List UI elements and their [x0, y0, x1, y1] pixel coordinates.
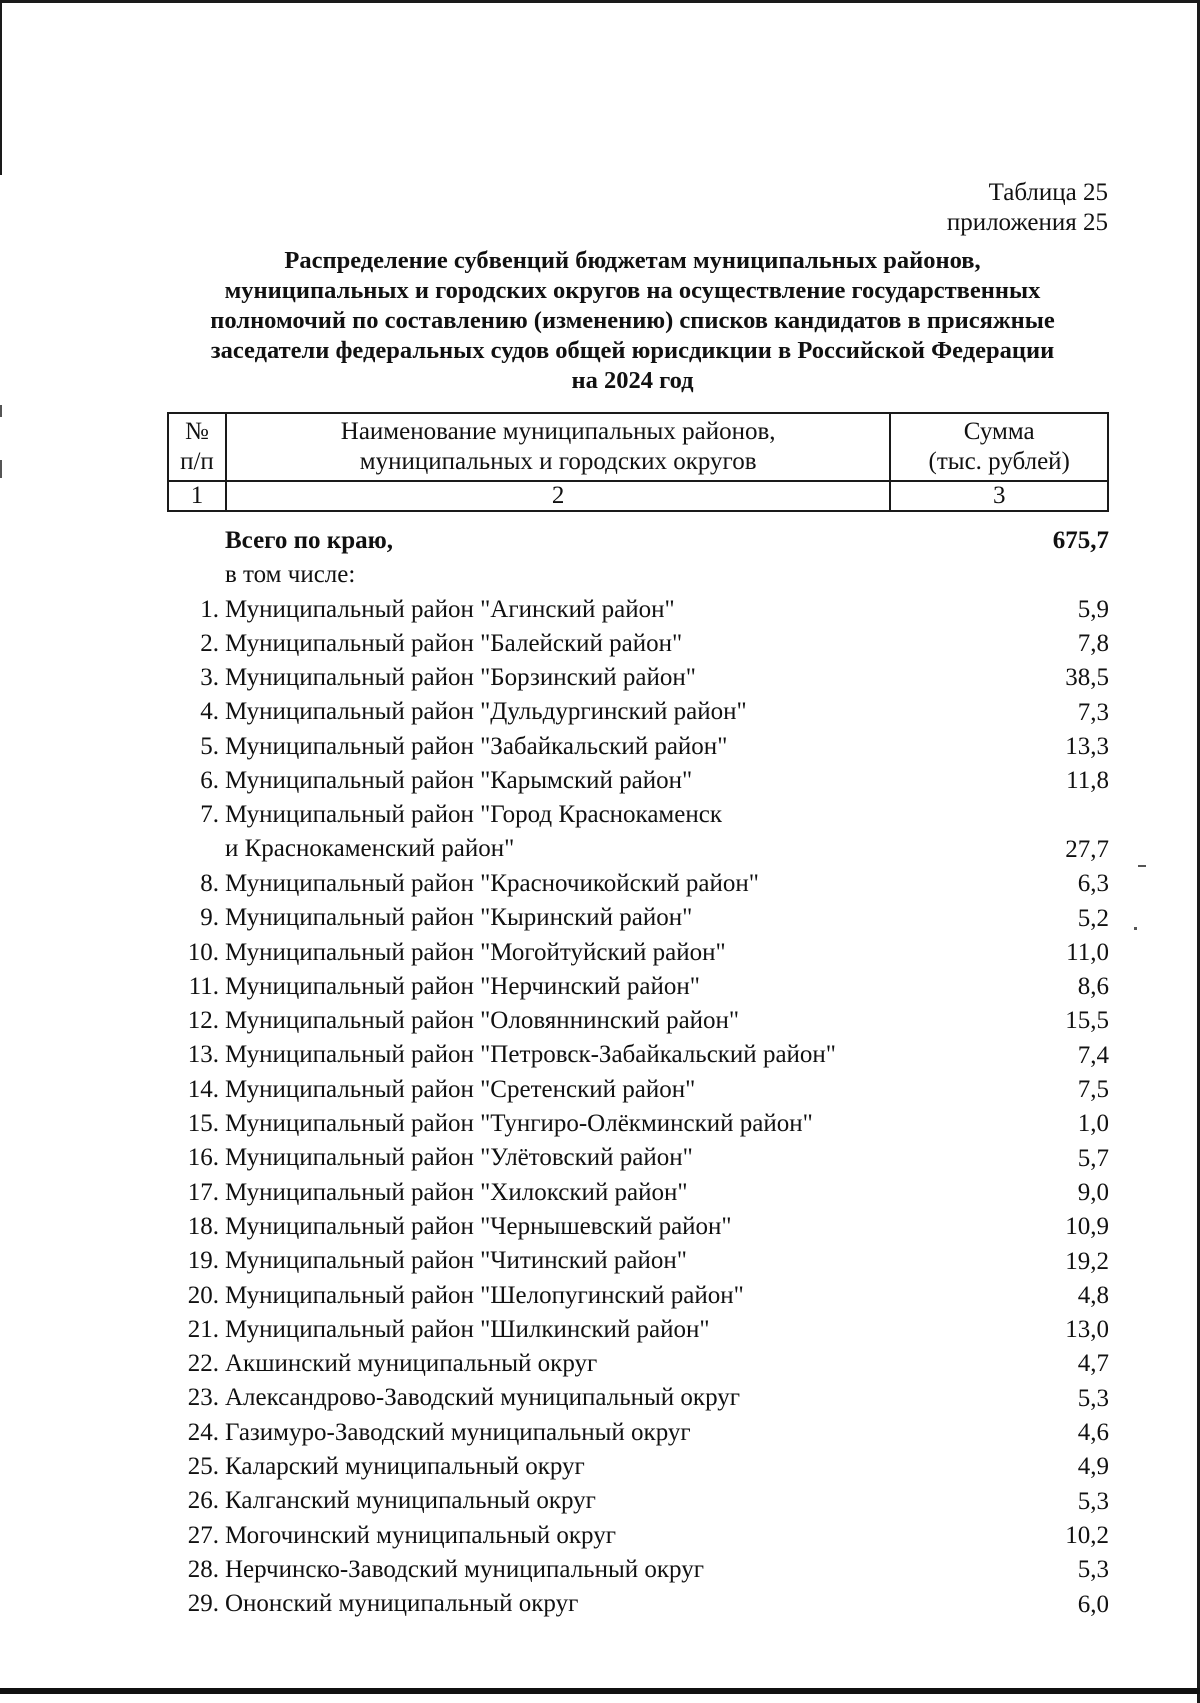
- header-row: [168, 413, 1108, 481]
- row-value: 5,3: [1077, 1556, 1109, 1584]
- row-name: Муниципальный район "Тунгиро-Олёкминский район": [225, 1110, 813, 1138]
- column-number: 3: [890, 481, 1108, 511]
- total-label: Всего по краю,: [225, 527, 393, 554]
- row-number: 7.: [200, 801, 219, 829]
- table-row: [167, 936, 1109, 970]
- row-number: 10.: [187, 938, 219, 966]
- table-row: [167, 1416, 1109, 1450]
- row-name: Муниципальный район "Балейский район": [225, 629, 683, 657]
- row-number: 17.: [187, 1178, 219, 1206]
- table-row: [167, 1587, 1109, 1621]
- row-name: Муниципальный район "Борзинский район": [225, 664, 696, 692]
- row-number: 27.: [187, 1521, 219, 1549]
- district-rows: [167, 593, 1109, 1622]
- row-value: 1,0: [1077, 1110, 1109, 1138]
- row-value: 4,7: [1077, 1350, 1109, 1378]
- row-number: 19.: [187, 1247, 219, 1275]
- table-row: [167, 798, 1109, 867]
- scan-speck: [1134, 927, 1137, 930]
- row-name: Калганский муниципальный округ: [225, 1487, 596, 1515]
- table-row: [167, 661, 1109, 695]
- row-value: 15,5: [1065, 1007, 1109, 1035]
- row-name: Газимуро-Заводский муниципальный округ: [225, 1418, 691, 1446]
- table-row: [167, 1553, 1109, 1587]
- column-number: 1: [168, 481, 226, 511]
- scan-border-bottom: [0, 1688, 1200, 1694]
- table-row: [167, 1484, 1109, 1518]
- row-value: 5,3: [1077, 1384, 1109, 1412]
- row-value: 19,2: [1065, 1247, 1109, 1275]
- caption-appendix: приложения 25: [946, 209, 1108, 236]
- row-value: 11,0: [1066, 938, 1109, 966]
- row-name: Муниципальный район "Нерчинский район": [225, 972, 700, 1000]
- caption-table-number: Таблица 25: [988, 179, 1108, 206]
- table-row: [167, 867, 1109, 901]
- row-value: 7,5: [1077, 1076, 1109, 1104]
- row-value: 11,8: [1066, 767, 1109, 795]
- row-value: 27,7: [1065, 835, 1109, 863]
- header-num: № п/п: [168, 413, 226, 481]
- row-value: 10,2: [1065, 1521, 1109, 1549]
- row-name: Муниципальный район "Шелопугинский район": [225, 1281, 744, 1309]
- row-number: 6.: [200, 767, 219, 795]
- row-value: 5,9: [1077, 595, 1109, 623]
- table-row: [167, 1244, 1109, 1278]
- row-value: 6,3: [1077, 870, 1109, 898]
- row-value: 4,8: [1077, 1281, 1109, 1309]
- row-value: 4,9: [1077, 1453, 1109, 1481]
- row-number: 3.: [200, 664, 219, 692]
- table-row: [167, 730, 1109, 764]
- table-row: [167, 1107, 1109, 1141]
- row-name: Муниципальный район "Улётовский район": [225, 1144, 693, 1172]
- table-row: [167, 695, 1109, 729]
- row-value: 9,0: [1077, 1178, 1109, 1206]
- table-row: [167, 1313, 1109, 1347]
- row-number: 29.: [187, 1590, 219, 1618]
- row-value: 7,3: [1077, 698, 1109, 726]
- header-sum: Сумма (тыс. рублей): [890, 413, 1108, 481]
- row-name: Муниципальный район "Читинский район": [225, 1247, 687, 1275]
- table-row: [167, 764, 1109, 798]
- subtotal-note-row: [167, 558, 1109, 592]
- scan-speck: [0, 460, 2, 478]
- header-name: Наименование муниципальных районов, муниципальных и городских округов: [226, 413, 891, 481]
- table-row: [167, 1141, 1109, 1175]
- column-number-row: [168, 481, 1108, 511]
- row-value: 7,4: [1077, 1041, 1109, 1069]
- row-number: 2.: [200, 629, 219, 657]
- row-number: 4.: [200, 698, 219, 726]
- row-value: 4,6: [1077, 1419, 1109, 1447]
- subtotal-note: в том числе:: [225, 561, 356, 589]
- table-row: [167, 1347, 1109, 1381]
- table-row: [167, 1450, 1109, 1484]
- row-number: 28.: [187, 1555, 219, 1583]
- scan-border-left: [0, 0, 2, 175]
- row-number: 1.: [200, 595, 219, 623]
- row-name: Муниципальный район "Агинский район": [225, 595, 675, 623]
- row-name: Могочинский муниципальный округ: [225, 1521, 616, 1549]
- row-number: 5.: [200, 732, 219, 760]
- row-name: Муниципальный район "Сретенский район": [225, 1075, 696, 1103]
- table-row: [167, 627, 1109, 661]
- row-name: Муниципальный район "Могойтуйский район": [225, 938, 726, 966]
- row-value: 38,5: [1065, 664, 1109, 692]
- row-name: Каларский муниципальный округ: [225, 1453, 585, 1481]
- row-name: Муниципальный район "Кыринский район": [225, 904, 693, 932]
- row-number: 18.: [187, 1212, 219, 1240]
- row-value: 8,6: [1077, 973, 1109, 1001]
- table-row: [167, 1073, 1109, 1107]
- row-name: Александрово-Заводский муниципальный округ: [225, 1384, 740, 1412]
- table-row: [167, 970, 1109, 1004]
- row-number: 24.: [187, 1418, 219, 1446]
- total-row: [167, 524, 1109, 558]
- row-number: 14.: [187, 1075, 219, 1103]
- row-value: 13,0: [1065, 1316, 1109, 1344]
- column-number: 2: [226, 481, 891, 511]
- row-name: Муниципальный район "Оловяннинский район": [225, 1007, 740, 1035]
- row-name: Муниципальный район "Красночикойский район": [225, 869, 759, 897]
- row-value: 5,3: [1077, 1487, 1109, 1515]
- row-value: 6,0: [1077, 1590, 1109, 1618]
- row-number: 26.: [187, 1487, 219, 1515]
- row-name: Акшинский муниципальный округ: [225, 1350, 598, 1378]
- row-name: Муниципальный район "Петровск-Забайкальский район": [225, 1041, 836, 1069]
- table-header: [167, 412, 1109, 512]
- row-name: Ононский муниципальный округ: [225, 1590, 579, 1618]
- row-name: Муниципальный район "Шилкинский район": [225, 1315, 710, 1343]
- row-number: 22.: [187, 1350, 219, 1378]
- table-row: [167, 1004, 1109, 1038]
- total-value: 675,7: [1052, 527, 1109, 555]
- table-body: [167, 524, 1109, 1622]
- row-name: Муниципальный район "Хилокский район": [225, 1178, 688, 1206]
- scan-speck: [0, 405, 2, 417]
- scan-speck: [1138, 865, 1146, 867]
- table-row: [167, 1381, 1109, 1415]
- row-number: 15.: [187, 1110, 219, 1138]
- document-title: Распределение субвенций бюджетам муниципальных районов, муниципальных и городских округов на осуществление государственных полномочий по составлению (изменению) списков кандидатов в присяжные заседатели федеральных судов общей юрисдикции в Российской Федерации на 2024 год: [210, 247, 1055, 394]
- row-value: 5,2: [1077, 904, 1109, 932]
- row-number: 13.: [187, 1041, 219, 1069]
- row-number: 9.: [200, 904, 219, 932]
- row-number: 8.: [200, 869, 219, 897]
- row-value: 13,3: [1065, 733, 1109, 761]
- table-row: [167, 1176, 1109, 1210]
- row-value: 7,8: [1077, 630, 1109, 658]
- row-name: Муниципальный район "Карымский район": [225, 767, 693, 795]
- row-value: 10,9: [1065, 1213, 1109, 1241]
- table-row: [167, 1279, 1109, 1313]
- row-number: 11.: [188, 972, 219, 1000]
- scan-border-top: [0, 0, 1200, 3]
- table-row: [167, 901, 1109, 935]
- table-row: [167, 1210, 1109, 1244]
- row-name: Муниципальный район "Дульдургинский район": [225, 698, 747, 726]
- row-number: 23.: [187, 1384, 219, 1412]
- row-value: 5,7: [1077, 1144, 1109, 1172]
- row-name: Муниципальный район "Город Краснокаменск и Краснокаменский район": [225, 801, 722, 863]
- row-number: 16.: [187, 1144, 219, 1172]
- row-name: Нерчинско-Заводский муниципальный округ: [225, 1555, 704, 1583]
- row-number: 12.: [187, 1007, 219, 1035]
- row-name: Муниципальный район "Чернышевский район": [225, 1212, 732, 1240]
- row-number: 21.: [187, 1315, 219, 1343]
- row-number: 20.: [187, 1281, 219, 1309]
- table-caption: [947, 178, 1108, 238]
- table-row: [167, 1519, 1109, 1553]
- row-name: Муниципальный район "Забайкальский район": [225, 732, 728, 760]
- table-row: [167, 593, 1109, 627]
- row-number: 25.: [187, 1453, 219, 1481]
- table-row: [167, 1038, 1109, 1072]
